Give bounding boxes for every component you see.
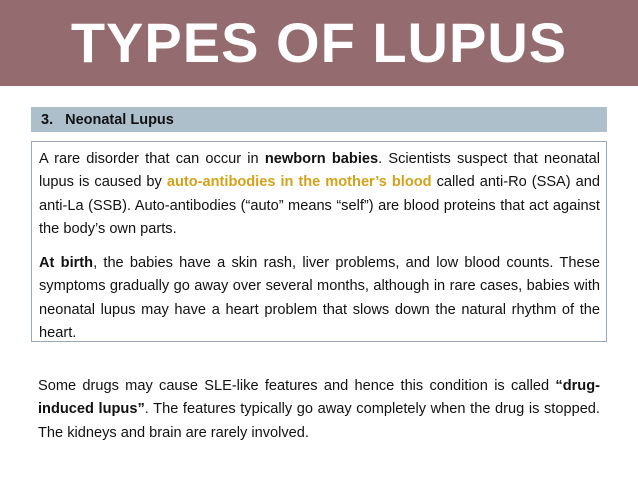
text-span: called anti-Ro (SSA) and anti-La (SSB). Auto-antibodies (“auto” means “self”) are blood proteins that act against the body’s own parts. <box>39 174 600 237</box>
slide-title: TYPES OF LUPUS <box>70 11 568 74</box>
bold-drug-induced-lupus: “drug-induced lupus” <box>38 378 600 418</box>
text-span: Some drugs may cause SLE-like features and hence this condition is called <box>38 378 556 394</box>
title-bar <box>0 0 638 86</box>
section-label: Neonatal Lupus <box>65 111 174 128</box>
bold-at-birth: At birth <box>39 255 94 272</box>
text-span: . The features typically go away completely when the drug is stopped. The kidneys and brain are rarely involved. <box>38 401 600 441</box>
text-span: . Scientists suspect that neonatal lupus is caused by <box>39 151 601 191</box>
section-header <box>31 107 607 132</box>
paragraph-drug-induced <box>38 375 600 445</box>
section-number: 3. <box>41 111 54 128</box>
text-span: , the babies have a skin rash, liver problems, and low blood counts. These symptoms gradually go away over several months, although in rare cases, babies with neonatal lupus may have a heart problem that slows down the natural rhythm of the heart. <box>39 255 600 342</box>
paragraph-at-birth <box>39 252 600 345</box>
text-span: A rare disorder that can occur in <box>39 151 265 167</box>
paragraph-intro <box>39 148 600 241</box>
bold-newborn-babies: newborn babies <box>264 151 379 167</box>
highlight-auto-antibodies: auto-antibodies in the mother’s blood <box>166 174 432 191</box>
neonatal-lupus-box <box>31 141 607 342</box>
